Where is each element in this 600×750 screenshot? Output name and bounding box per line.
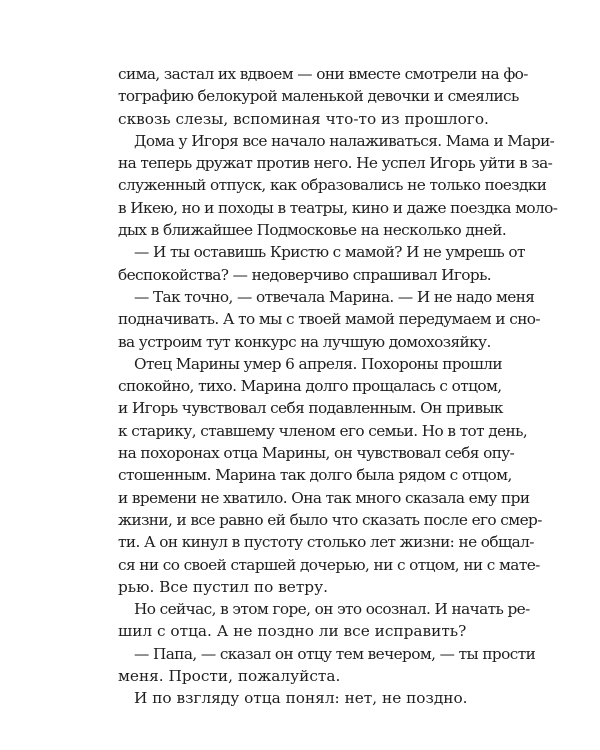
text-line: служенный отпуск, как образовались не только поездки bbox=[118, 176, 547, 195]
text-line: в Икею, но и походы в театры, кино и даже поездка моло- bbox=[118, 198, 558, 217]
text-line: и Игорь чувствовал себя подавленным. Он привык bbox=[118, 399, 503, 418]
text-line: ся ни со своей старшей дочерью, ни с отцом, ни с мате- bbox=[118, 555, 540, 574]
text-line: Отец Марины умер 6 апреля. Похороны прошли bbox=[134, 354, 502, 373]
text-line: на похоронах отца Марины, он чувствовал себя опу- bbox=[118, 444, 515, 463]
text-line: — И ты оставишь Кристю с мамой? И не умрешь от bbox=[134, 243, 525, 262]
text-line: — Так точно, — отвечала Марина. — И не надо меня bbox=[134, 287, 535, 306]
text-line: ва устроим тут конкурс на лучшую домохозяйку. bbox=[118, 332, 491, 351]
text-line: дых в ближайшее Подмосковье на несколько дней. bbox=[118, 221, 507, 240]
body-text bbox=[118, 63, 558, 710]
text-line: спокойно, тихо. Марина долго прощалась с отцом, bbox=[118, 377, 502, 396]
text-line: шил с отца. А не поздно ли все исправить? bbox=[118, 622, 467, 641]
text-line: беспокойства? — недоверчиво спрашивал Игорь. bbox=[118, 265, 492, 284]
text-line: — Папа, — сказал он отцу тем вечером, — ты прости bbox=[134, 644, 536, 663]
text-line: сквозь слезы, вспоминая что-то из прошлого. bbox=[118, 109, 489, 128]
text-line: И по взгляду отца понял: нет, не поздно. bbox=[134, 689, 468, 708]
text-line: подначивать. А то мы с твоей мамой передумаем и сно- bbox=[118, 310, 540, 329]
text-line: ти. А он кинул в пустоту столько лет жизни: не общал- bbox=[118, 533, 534, 552]
text-line: тографию белокурой маленькой девочки и смеялись bbox=[118, 87, 519, 106]
text-line: жизни, и все равно ей было что сказать после его смер- bbox=[118, 510, 542, 529]
text-line: и времени не хватило. Она так много сказала ему при bbox=[118, 488, 530, 507]
text-line: к старику, ставшему членом его семьи. Но в тот день, bbox=[118, 421, 528, 440]
text-line: рью. Все пустил по ветру. bbox=[118, 577, 328, 596]
text-line: на теперь дружат против него. Не успел Игорь уйти в за- bbox=[118, 154, 553, 173]
text-line: стошенным. Марина так долго была рядом с отцом, bbox=[118, 466, 512, 485]
text-line: Дома у Игоря все начало налаживаться. Мама и Мари- bbox=[134, 131, 555, 150]
text-line: сима, застал их вдвоем — они вместе смотрели на фо- bbox=[118, 65, 528, 83]
text-line: меня. Прости, пожалуйста. bbox=[118, 667, 341, 686]
text-line: Но сейчас, в этом горе, он это осознал. И начать ре- bbox=[134, 600, 530, 619]
